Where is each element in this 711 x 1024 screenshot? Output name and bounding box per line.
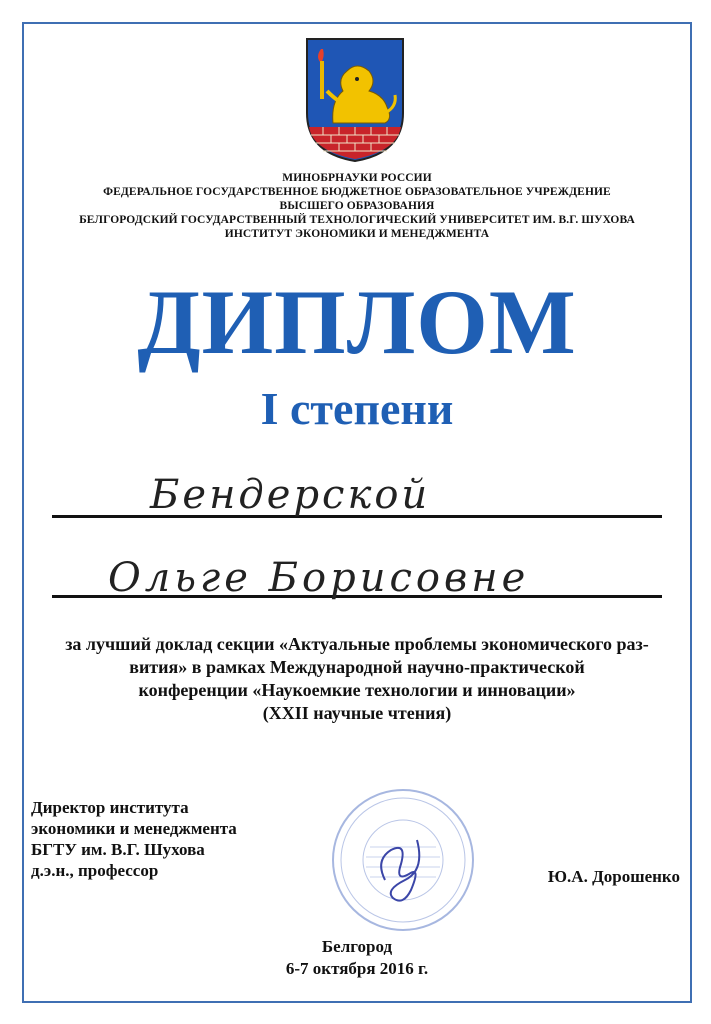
header-line-institute: ИНСТИТУТ ЭКОНОМИКИ И МЕНЕДЖМЕНТА: [224, 228, 490, 240]
header-line-ministry: МИНОБРНАУКИ РОССИИ: [282, 172, 432, 184]
signatory-line-1: Директор института: [31, 798, 189, 817]
diploma-degree: I степени: [260, 383, 454, 434]
header-line-higher-education: ВЫСШЕГО ОБРАЗОВАНИЯ: [279, 200, 435, 212]
citation-line-3: конференции «Наукоемкие технологии и инновации»: [138, 680, 576, 700]
header-line-university: БЕЛГОРОДСКИЙ ГОСУДАРСТВЕННЫЙ ТЕХНОЛОГИЧЕСКИЙ УНИВЕРСИТЕТ ИМ. В.Г. ШУХОВА: [79, 214, 635, 226]
citation-line-4: (XXII научные чтения): [262, 703, 452, 723]
issue-city: Белгород: [321, 937, 393, 956]
issue-place-date: [22, 936, 692, 980]
signatory-line-3: БГТУ им. В.Г. Шухова: [31, 840, 205, 859]
recipient-given-names: Ольге Борисовне: [108, 555, 530, 601]
city-coat-of-arms-icon: [303, 35, 407, 163]
header-line-federal: ФЕДЕРАЛЬНОЕ ГОСУДАРСТВЕННОЕ БЮДЖЕТНОЕ ОБРАЗОВАТЕЛЬНОЕ УЧРЕЖДЕНИЕ: [103, 186, 611, 198]
award-citation: [32, 633, 682, 725]
signatory-name: Ю.А. Дорошенко: [547, 867, 680, 886]
citation-line-1: за лучший доклад секции «Актуальные проблемы экономического раз-: [65, 634, 649, 654]
issue-date: 6-7 октября 2016 г.: [285, 959, 429, 978]
institution-header: [22, 171, 692, 241]
diploma-title: ДИПЛОМ: [137, 271, 577, 373]
citation-line-2: вития» в рамках Международной научно-практической: [129, 657, 585, 677]
director-signature-icon: [355, 820, 445, 910]
signatory-line-2: экономики и менеджмента: [31, 819, 237, 838]
signatory-title: [31, 797, 321, 881]
signatory-line-4: д.э.н., профессор: [31, 861, 159, 880]
recipient-surname: Бендерской: [150, 472, 431, 518]
